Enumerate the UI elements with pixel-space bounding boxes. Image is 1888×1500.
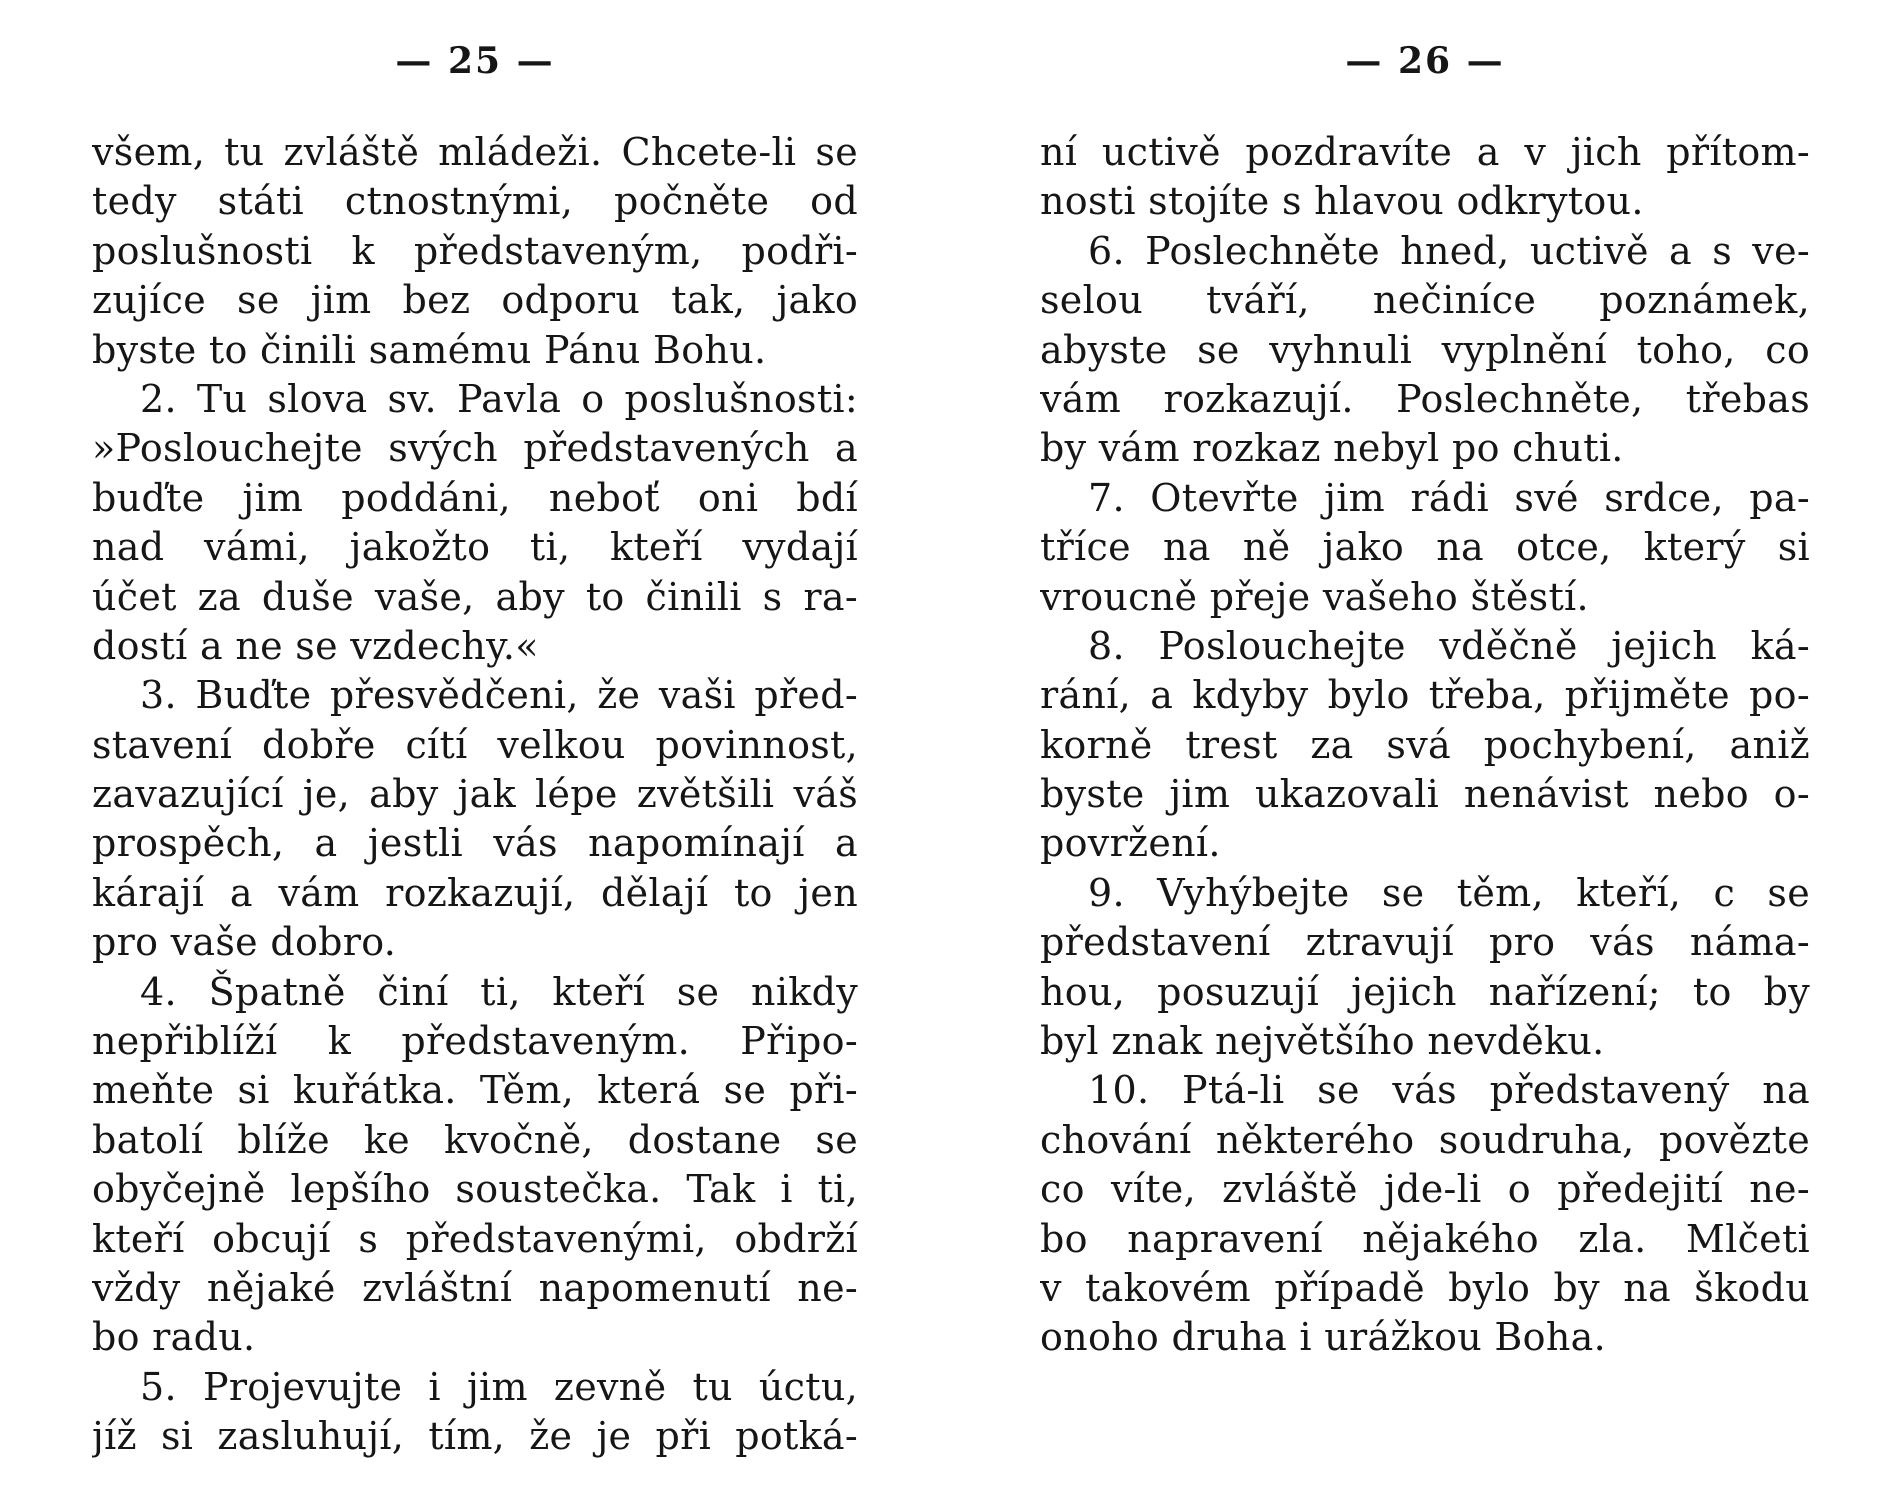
paragraph-7-start: 7. Otevřte jim rádi své srdce, pa- <box>1088 475 1810 520</box>
paragraph-6-start: 6. Poslechněte hned, uctivě a s ve- <box>1088 228 1810 273</box>
text-line: stavení dobře cítí velkou povinnost, <box>92 722 858 767</box>
text-line: byl znak největšího nevděku. <box>1040 1019 1605 1064</box>
text-line: nepřiblíží k představeným. Připo- <box>92 1019 858 1064</box>
text-line: prospěch, a jestli vás napomínají a <box>92 821 858 866</box>
text-line: kárají a vám rozkazují, dělají to jen <box>92 870 858 915</box>
text-line: poslušnosti k představeným, podři- <box>92 228 858 273</box>
text-line: bo radu. <box>92 1315 256 1360</box>
text-line: vroucně přeje vašeho štěstí. <box>1040 574 1589 619</box>
text-line: zavazující je, aby jak lépe zvětšili váš <box>92 772 858 817</box>
text-line: batolí blíže ke kvočně, dostane se <box>92 1117 858 1162</box>
text-line: nad vámi, jakožto ti, kteří vydají <box>92 525 858 570</box>
text-line: co víte, zvláště jde-li o předejití ne- <box>1040 1167 1810 1212</box>
paragraph-5-start: 5. Projevujte i jim zevně tu úctu, <box>140 1364 858 1409</box>
text-line: byste jim ukazovali nenávist nebo o- <box>1040 772 1810 817</box>
text-line: kteří obcují s představenými, obdrží <box>92 1216 858 1261</box>
text-line: představení ztravují pro vás náma- <box>1040 920 1810 965</box>
text-line: obyčejně lepšího soustečka. Tak i ti, <box>92 1167 858 1212</box>
page-number-26: — 26 — <box>1345 40 1505 82</box>
text-line: zujíce se jim bez odporu tak, jako <box>92 278 858 323</box>
right-page <box>1040 0 1810 1500</box>
text-line: byste to činili samému Pánu Bohu. <box>92 327 767 372</box>
text-line: vždy nějaké zvláštní napomenutí ne- <box>92 1265 858 1310</box>
text-line: meňte si kuřátka. Těm, která se při- <box>92 1068 858 1113</box>
text-line: buďte jim poddáni, neboť oni bdí <box>92 475 858 520</box>
text-line: korně trest za svá pochybení, aniž <box>1040 722 1810 767</box>
text-line: abyste se vyhnuli vyplnění toho, co <box>1040 327 1810 372</box>
paragraph-2-start: 2. Tu slova sv. Pavla o poslušnosti: <box>140 376 858 421</box>
text-line: nosti stojíte s hlavou odkrytou. <box>1040 179 1644 224</box>
text-line: selou tváří, nečiníce poznámek, <box>1040 278 1810 323</box>
text-line: povržení. <box>1040 821 1221 866</box>
text-line: v takovém případě bylo by na škodu <box>1040 1265 1810 1310</box>
text-line: by vám rozkaz nebyl po chuti. <box>1040 426 1624 471</box>
text-line: všem, tu zvláště mládeži. Chcete-li se <box>92 130 858 174</box>
text-line: ní uctivě pozdravíte a v jich přítom- <box>1040 130 1810 174</box>
text-line: hou, posuzují jejich nařízení; to by <box>1040 969 1810 1014</box>
text-line: bo napravení nějakého zla. Mlčeti <box>1040 1216 1810 1261</box>
text-line: pro vaše dobro. <box>92 920 397 965</box>
text-line: dostí a ne se vzdechy.« <box>92 623 539 668</box>
paragraph-9-start: 9. Vyhýbejte se těm, kteří, c se <box>1088 870 1810 915</box>
paragraph-4-start: 4. Špatně činí ti, kteří se nikdy <box>140 969 858 1014</box>
right-page-text <box>1040 128 1810 1363</box>
text-line: chování některého soudruha, povězte <box>1040 1117 1810 1162</box>
paragraph-3-start: 3. Buďte přesvědčeni, že vaši před- <box>140 673 858 718</box>
text-line: účet za duše vaše, aby to činili s ra- <box>92 574 858 619</box>
left-page-text <box>92 128 858 1462</box>
paragraph-10-start: 10. Ptá-li se vás představený na <box>1088 1068 1810 1113</box>
text-line: tříce na ně jako na otce, který si <box>1040 525 1810 570</box>
left-page <box>92 0 858 1500</box>
text-line: tedy státi ctnostnými, počněte od <box>92 179 858 224</box>
text-line: jíž si zasluhují, tím, že je při potká- <box>92 1414 858 1459</box>
text-line: vám rozkazují. Poslechněte, třebas <box>1040 376 1810 421</box>
paragraph-8-start: 8. Poslouchejte vděčně jejich ká- <box>1088 623 1810 668</box>
text-line: rání, a kdyby bylo třeba, přijměte po- <box>1040 673 1810 718</box>
page-number-25: — 25 — <box>395 40 555 82</box>
text-line: onoho druha i urážkou Boha. <box>1040 1315 1606 1360</box>
text-line: »Poslouchejte svých představených a <box>92 426 858 471</box>
